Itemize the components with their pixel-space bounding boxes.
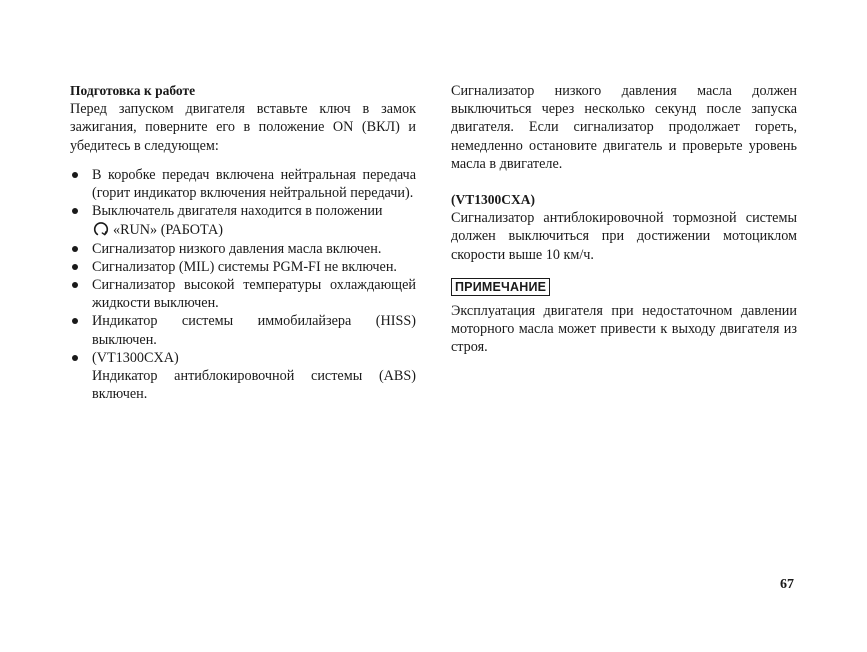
bullet-icon — [72, 172, 78, 178]
list-item-text: Индикатор системы иммобилайзера (HISS) выключен. — [92, 313, 416, 348]
list-item-text-continued: «RUN» (РАБОТА) — [113, 222, 223, 239]
note-label: ПРИМЕЧАНИЕ — [451, 278, 550, 296]
page-number: 67 — [780, 577, 794, 592]
list-item-model: (VT1300CXA) — [92, 349, 179, 366]
model-subheading: (VT1300CXA) — [451, 192, 535, 208]
bullet-icon — [72, 264, 78, 270]
list-item — [70, 202, 416, 239]
bullet-icon — [72, 355, 78, 361]
intro-paragraph: Перед запуском двигателя вставьте ключ в замок зажигания, поверните его в положение ON (ВКЛ) и убедитесь в следующем: — [70, 101, 416, 154]
abs-paragraph: Сигнализатор антиблокировочной тормозной системы должен выключиться при достижении мотоциклом скорости выше 10 км/ч. — [451, 210, 797, 263]
list-item-text: Выключатель двигателя находится в положении — [92, 203, 383, 220]
section-heading: Подготовка к работе — [70, 83, 196, 98]
bullet-icon — [72, 208, 78, 214]
list-item — [70, 349, 416, 404]
checklist — [70, 166, 416, 404]
list-item — [70, 312, 416, 348]
list-item-text-continued: Индикатор антиблокировочной системы (ABS) включен. — [92, 368, 416, 403]
bullet-icon — [72, 282, 78, 288]
list-item-text: В коробке передач включена нейтральная передача (горит индикатор включения нейтральной передачи). — [92, 166, 416, 202]
list-item — [70, 240, 416, 258]
list-item — [70, 258, 416, 276]
bullet-icon — [72, 246, 78, 252]
bullet-icon — [72, 318, 78, 324]
list-item — [70, 166, 416, 202]
list-item — [70, 276, 416, 312]
engine-stop-switch-run-icon — [92, 220, 110, 238]
list-item-text: Сигнализатор (MIL) системы PGM-FI не включен. — [92, 258, 397, 275]
left-column — [70, 82, 416, 403]
right-column — [451, 82, 797, 356]
list-item-text: Сигнализатор высокой температуры охлаждающей жидкости выключен. — [92, 277, 416, 312]
oil-pressure-paragraph: Сигнализатор низкого давления масла должен выключиться через несколько секунд после запуска двигателя. Если сигнализатор продолжает гореть, немедленно остановите двигатель и проверьте уровень масла в двигателе. — [451, 83, 797, 172]
note-text: Эксплуатация двигателя при недостаточном давлении моторного масла может привести к выходу двигателя из строя. — [451, 302, 797, 356]
list-item-text: Сигнализатор низкого давления масла включен. — [92, 240, 382, 257]
